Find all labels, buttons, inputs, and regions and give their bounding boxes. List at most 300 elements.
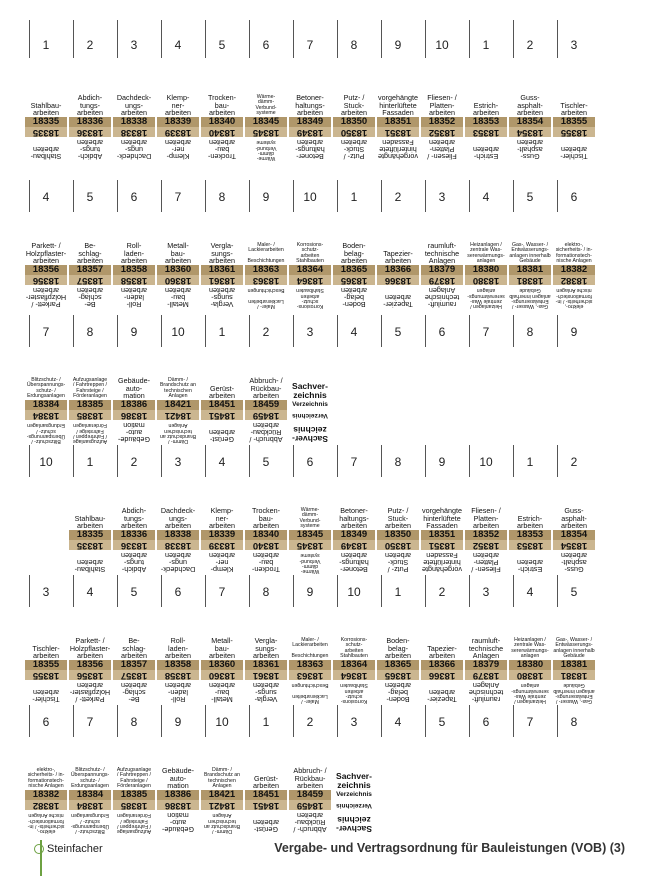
label-code: 18345 — [245, 117, 287, 127]
label-code: 18349 — [333, 530, 375, 540]
column-number: 8 — [350, 38, 358, 52]
label-title: elektro-, sicherheits- / in- formationstech- nische Anlagen — [27, 767, 65, 789]
label-title-mirrored: Estrich- arbeiten — [473, 144, 499, 161]
label-code: 18340 — [201, 127, 243, 137]
label-title-mirrored: Betoner- haltungs- arbeiten — [295, 137, 325, 161]
label-title-mirrored: Stahlbau- arbeiten — [30, 144, 62, 161]
label-code: 18365 — [333, 275, 375, 285]
label-code: 18380 — [465, 265, 507, 275]
label-code: 18381 — [509, 265, 551, 275]
column-number: 6 — [482, 715, 490, 729]
label-code: 18366 — [421, 670, 463, 680]
label-title-mirrored: Metall- bau- arbeiten — [165, 285, 191, 309]
column-number: 9 — [306, 585, 314, 599]
footer-title: Vergabe- und Vertragsordnung für Bauleistungen (VOB) (3) — [274, 841, 625, 855]
column-number: 3 — [482, 585, 490, 599]
label-code: Verzeichnis — [333, 790, 375, 800]
label-title: Maler- / Lackierarbeiten Beschichtungen — [247, 242, 285, 264]
label-code: 18360 — [201, 660, 243, 670]
column-number: 2 — [438, 585, 446, 599]
label-code: 18335 — [25, 117, 67, 127]
label-code: 18384 — [69, 800, 111, 810]
label-title: Stahlbau- arbeiten — [30, 100, 62, 117]
label-title-mirrored: Stahlbau- arbeiten — [74, 557, 106, 574]
label-title-mirrored: Blitzschutz- / Überspannungs- schutz- / Erdungsanlagen — [26, 422, 66, 444]
column-number: 10 — [435, 38, 449, 52]
label-title-mirrored: Sachver- zeichnis — [292, 425, 328, 444]
label-title: Gebäude- auto- mation — [118, 376, 150, 400]
label-code: 18350 — [377, 540, 419, 550]
label-title: Betoner- haltungs- arbeiten — [339, 506, 369, 530]
label-code: 18339 — [157, 117, 199, 127]
label-title: Metall- bau- arbeiten — [209, 636, 235, 660]
label-code: 18459 — [245, 410, 287, 420]
label-code: 18351 — [377, 117, 419, 127]
column-number: 4 — [394, 715, 402, 729]
label-code: 18349 — [289, 127, 331, 137]
label-code: 18366 — [377, 275, 419, 285]
label-title: Vergla- sungs- arbeiten — [209, 241, 235, 265]
label-title: Aufzugsanlage / Fahrtreppen / Fahrsteige / Förderanlagen — [72, 377, 108, 399]
label-code: 18350 — [333, 127, 375, 137]
label-code: 18338 — [157, 530, 199, 540]
label-title: Dachdeck- ungs- arbeiten — [160, 506, 196, 530]
label-title-mirrored: Tischler- arbeiten — [32, 687, 60, 704]
label-title: Stahlbau- arbeiten — [74, 513, 106, 530]
column-number: 2 — [86, 38, 94, 52]
label-title-mirrored: Dachdeck- ungs- arbeiten — [160, 550, 196, 574]
label-code: 18386 — [113, 400, 155, 410]
label-code: 18364 — [333, 670, 375, 680]
label-title-mirrored: Abdich- tungs- arbeiten — [121, 550, 147, 574]
column-number: 5 — [86, 190, 94, 204]
label-code: 18350 — [377, 530, 419, 540]
label-row — [27, 705, 606, 840]
column-number: 5 — [218, 38, 226, 52]
column-number: 5 — [438, 715, 446, 729]
label-code: 18382 — [553, 275, 595, 285]
label-title-mirrored: Dämm- / Brandschutz an technischen Anlagen — [159, 422, 197, 444]
label-code: 18357 — [69, 265, 111, 275]
label-code: 18335 — [25, 127, 67, 137]
label-code: 18459 — [289, 790, 331, 800]
label-code: 18451 — [201, 410, 243, 420]
label-title-mirrored: Wärme- dämm- Verbund- systeme — [299, 552, 321, 574]
column-number: 4 — [86, 585, 94, 599]
label-code: 18421 — [157, 400, 199, 410]
column-number: 6 — [130, 190, 138, 204]
label-code: 18421 — [201, 790, 243, 800]
label-row — [34, 575, 606, 710]
label-code: 18363 — [289, 670, 331, 680]
brand-logo-icon — [34, 844, 44, 854]
label-code: 18361 — [245, 660, 287, 670]
label-title-mirrored: Vergla- sungs- arbeiten — [209, 285, 235, 309]
label-title: Trocken- bau- arbeiten — [207, 93, 237, 117]
label-code: 18363 — [245, 265, 287, 275]
column-number: 2 — [394, 190, 402, 204]
label-code: 18350 — [333, 117, 375, 127]
label-title-mirrored: Roll- laden- arbeiten — [165, 680, 191, 704]
label-title: Putz- / Stuck- arbeiten — [341, 93, 367, 117]
label-title-mirrored: Gebäude- auto- mation — [162, 810, 194, 834]
label-title-mirrored: Abbruch- / Rückbau- arbeiten — [293, 810, 327, 834]
label-code: 18358 — [157, 670, 199, 680]
label-code: 18381 — [553, 670, 595, 680]
label-title: Abdich- tungs- arbeiten — [77, 93, 103, 117]
label-code: 18352 — [465, 530, 507, 540]
label-code: 18361 — [245, 670, 287, 680]
label-code: 18361 — [201, 265, 243, 275]
label-title-mirrored: vorgehängte hinterlüftete Fassaden — [378, 137, 418, 161]
label-code: 18380 — [509, 670, 551, 680]
label-title: Korrosions- schutz- arbeiten Stahlbauten — [296, 242, 324, 264]
label-code: 18384 — [69, 790, 111, 800]
label-code: 18356 — [25, 265, 67, 275]
label-title-mirrored: Maler- / Lackierarbeiten Beschichtungen — [247, 287, 285, 309]
label-title: Abbruch- / Rückbau- arbeiten — [293, 766, 327, 790]
column-number: 10 — [347, 585, 361, 599]
column-number: 1 — [86, 455, 94, 469]
label-title: raumluft- technische Anlagen — [424, 241, 460, 265]
label-title: Boden- belag- arbeiten — [341, 241, 367, 265]
label-title: Boden- belag- arbeiten — [385, 636, 411, 660]
column-number: 7 — [482, 325, 490, 339]
label-code: 18357 — [113, 660, 155, 670]
label-code: 18421 — [157, 410, 199, 420]
label-title: Vergla- sungs- arbeiten — [253, 636, 279, 660]
label-title: Dämm- / Brandschutz an technischen Anlagen — [159, 377, 197, 399]
label-title: Heizanlagen / zentrale Was- sererwärmungs- anlagen — [467, 242, 505, 264]
column-number: 7 — [42, 325, 50, 339]
column-number: 1 — [42, 38, 50, 52]
column-number: 4 — [350, 325, 358, 339]
label-title: Betoner- haltungs- arbeiten — [295, 93, 325, 117]
brand-name: Steinfacher — [47, 843, 103, 855]
column-number: 10 — [39, 455, 53, 469]
label-title-mirrored: Gerüst- arbeiten — [209, 427, 235, 444]
column-number: 5 — [394, 325, 402, 339]
label-code: 18336 — [113, 530, 155, 540]
label-code: 18351 — [377, 127, 419, 137]
label-title: Fliesen- / Platten- arbeiten — [427, 93, 457, 117]
column-number: 3 — [130, 38, 138, 52]
label-code: 18351 — [421, 530, 463, 540]
label-title-mirrored: Klemp- ner- arbeiten — [165, 137, 191, 161]
label-code: 18379 — [465, 660, 507, 670]
label-code: 18335 — [69, 530, 111, 540]
label-code: 18360 — [157, 265, 199, 275]
label-title-mirrored: Tischler- arbeiten — [560, 144, 588, 161]
column-number: 9 — [438, 455, 446, 469]
column-number: 9 — [570, 325, 578, 339]
label-row — [30, 20, 606, 161]
label-title-mirrored: Parkett- / Holzpflaster- arbeiten — [25, 285, 67, 309]
label-code: 18345 — [245, 127, 287, 137]
label-title-mirrored: Be- schlag- arbeiten — [77, 285, 103, 309]
column-number: 1 — [526, 455, 534, 469]
label-title-mirrored: vorgehängte hinterlüftete Fassaden — [422, 550, 462, 574]
label-title-mirrored: Boden- belag- arbeiten — [385, 680, 411, 704]
label-row — [26, 315, 606, 450]
label-code: 18355 — [553, 117, 595, 127]
label-title-mirrored: elektro-, sicherheits- / in- formationstech- nische Anlagen — [555, 287, 593, 309]
column-number: 3 — [570, 38, 578, 52]
column-number: 2 — [262, 325, 270, 339]
label-code: 18349 — [289, 117, 331, 127]
label-title: Tischler- arbeiten — [560, 100, 588, 117]
column-number: 8 — [262, 585, 270, 599]
label-code: 18357 — [113, 670, 155, 680]
label-title: Roll- laden- arbeiten — [121, 241, 147, 265]
label-title: Wärme- dämm- Verbund- systeme — [255, 94, 277, 116]
label-title: Fliesen- / Platten- arbeiten — [471, 506, 501, 530]
label-code: 18339 — [201, 540, 243, 550]
label-title-mirrored: raumluft- technische Anlagen — [424, 285, 460, 309]
label-code: 18339 — [201, 530, 243, 540]
label-title: Parkett- / Holzpflaster- arbeiten — [69, 636, 111, 660]
label-title-mirrored: Parkett- / Holzpflaster- arbeiten — [69, 680, 111, 704]
column-number: 8 — [570, 715, 578, 729]
column-number: 7 — [174, 190, 182, 204]
column-number: 10 — [303, 190, 317, 204]
label-title: Klemp- ner- arbeiten — [209, 506, 235, 530]
label-code: 18364 — [289, 265, 331, 275]
label-title: Klemp- ner- arbeiten — [165, 93, 191, 117]
label-title: Guss- asphalt- arbeiten — [517, 93, 543, 117]
label-code: 18379 — [421, 275, 463, 285]
column-number: 9 — [394, 38, 402, 52]
label-code: Verzeichnis — [333, 800, 375, 810]
label-code: 18384 — [25, 400, 67, 410]
column-number: 8 — [86, 325, 94, 339]
label-code: 18381 — [553, 660, 595, 670]
label-code: 18351 — [421, 540, 463, 550]
label-code: 18357 — [69, 275, 111, 285]
column-number: 3 — [350, 715, 358, 729]
label-code: 18353 — [509, 530, 551, 540]
label-code: 18349 — [333, 540, 375, 550]
label-code: 18365 — [333, 265, 375, 275]
label-title: raumluft- technische Anlagen — [468, 636, 504, 660]
label-code: 18340 — [245, 530, 287, 540]
column-number: 10 — [171, 325, 185, 339]
label-code: 18358 — [113, 265, 155, 275]
label-code: 18364 — [333, 660, 375, 670]
label-title-mirrored: Putz- / Stuck- arbeiten — [385, 550, 411, 574]
label-title: Tapezier- arbeiten — [427, 643, 457, 660]
label-code: 18459 — [289, 800, 331, 810]
label-title-mirrored: Dämm- / Brandschutz an technischen Anlagen — [203, 812, 241, 834]
column-number: 7 — [306, 38, 314, 52]
column-number: 8 — [526, 325, 534, 339]
label-code: 18352 — [421, 117, 463, 127]
label-code: 18379 — [421, 265, 463, 275]
label-code: 18355 — [553, 127, 595, 137]
label-code: 18353 — [509, 540, 551, 550]
label-title-mirrored: Fliesen- / Platten- arbeiten — [427, 137, 457, 161]
label-title-mirrored: Estrich- arbeiten — [517, 557, 543, 574]
label-code: 18379 — [465, 670, 507, 680]
brand-logo — [34, 843, 103, 855]
column-number: 3 — [42, 585, 50, 599]
label-title-mirrored: Guss- asphalt- arbeiten — [561, 550, 587, 574]
label-title: Putz- / Stuck- arbeiten — [385, 506, 411, 530]
label-title-mirrored: Maler- / Lackierarbeiten Beschichtungen — [291, 682, 329, 704]
label-code: 18365 — [377, 660, 419, 670]
label-code: 18459 — [245, 400, 287, 410]
column-number: 5 — [526, 190, 534, 204]
label-title: Abdich- tungs- arbeiten — [121, 506, 147, 530]
label-row — [34, 445, 606, 580]
label-title-mirrored: Trocken- bau- arbeiten — [207, 137, 237, 161]
label-title: Blitzschutz- / Überspannungs- schutz- / Erdungsanlagen — [26, 377, 66, 399]
column-number: 8 — [218, 190, 226, 204]
column-number: 1 — [482, 38, 490, 52]
label-code: 18363 — [289, 660, 331, 670]
label-title: Metall- bau- arbeiten — [165, 241, 191, 265]
label-code: 18355 — [25, 670, 67, 680]
label-title: Korrosions- schutz- arbeiten Stahlbauten — [340, 637, 368, 659]
column-number: 6 — [438, 325, 446, 339]
label-code: 18335 — [69, 540, 111, 550]
label-code: 18340 — [201, 117, 243, 127]
column-number: 4 — [526, 585, 534, 599]
label-title-mirrored: Klemp- ner- arbeiten — [209, 550, 235, 574]
label-title: Gas-, Wasser- / Entwässerungs- anlagen innerhalb Gebäude — [509, 242, 551, 264]
column-number: 3 — [174, 455, 182, 469]
label-title: Parkett- / Holzpflaster- arbeiten — [25, 241, 67, 265]
label-code: 18336 — [69, 117, 111, 127]
label-code: 18340 — [245, 540, 287, 550]
label-title: vorgehängte hinterlüftete Fassaden — [378, 93, 418, 117]
label-code: 18336 — [113, 540, 155, 550]
label-title-mirrored: Heizanlagen / zentrale Was- sererwärmungs- anlagen — [467, 287, 505, 309]
label-row — [25, 180, 606, 315]
label-title: Sachver- zeichnis — [292, 381, 328, 400]
label-code: 18345 — [289, 530, 331, 540]
label-title: Guss- asphalt- arbeiten — [561, 506, 587, 530]
label-code: 18381 — [509, 275, 551, 285]
label-title-mirrored: Betoner- haltungs- arbeiten — [339, 550, 369, 574]
label-code: 18385 — [69, 410, 111, 420]
label-title-mirrored: Heizanlagen / zentrale Was- sererwärmungs- anlagen — [511, 682, 549, 704]
column-number: 1 — [218, 325, 226, 339]
column-number: 2 — [306, 715, 314, 729]
label-title-mirrored: Gas-, Wasser- / Entwässerungs- anlagen innerhalb Gebäude — [509, 287, 551, 309]
column-number: 5 — [262, 455, 270, 469]
label-title: Estrich- arbeiten — [517, 513, 543, 530]
label-title: Heizanlagen / zentrale Was- sererwärmungs- anlagen — [511, 637, 549, 659]
label-code: 18361 — [201, 275, 243, 285]
label-code: 18356 — [69, 660, 111, 670]
label-title-mirrored: raumluft- technische Anlagen — [468, 680, 504, 704]
column-number: 2 — [526, 38, 534, 52]
label-code: 18353 — [465, 117, 507, 127]
label-code: Verzeichnis — [289, 400, 331, 410]
column-number: 7 — [86, 715, 94, 729]
label-title: Dämm- / Brandschutz an technischen Anlagen — [203, 767, 241, 789]
label-title: vorgehängte hinterlüftete Fassaden — [422, 506, 462, 530]
label-code: 18366 — [377, 265, 419, 275]
label-title-mirrored: Guss- asphalt- arbeiten — [517, 137, 543, 161]
label-code: 18380 — [509, 660, 551, 670]
label-code: 18353 — [465, 127, 507, 137]
label-code: 18352 — [421, 127, 463, 137]
label-code: 18358 — [113, 275, 155, 285]
label-code: 18336 — [69, 127, 111, 137]
label-code: 18356 — [69, 670, 111, 680]
column-number: 4 — [218, 455, 226, 469]
label-title-mirrored: Putz- / Stuck- arbeiten — [341, 137, 367, 161]
label-title-mirrored: Blitzschutz- / Überspannungs- schutz- / Erdungsanlagen — [70, 812, 110, 834]
column-number: 6 — [174, 585, 182, 599]
label-code: 18382 — [25, 790, 67, 800]
label-code: 18352 — [465, 540, 507, 550]
label-title: Dachdeck- ungs- arbeiten — [116, 93, 152, 117]
column-number: 2 — [570, 455, 578, 469]
label-code: 18386 — [157, 800, 199, 810]
label-code: 18354 — [553, 540, 595, 550]
label-title: Maler- / Lackierarbeiten Beschichtungen — [291, 637, 329, 659]
column-number: 6 — [262, 38, 270, 52]
label-title: Gerüst- arbeiten — [209, 383, 235, 400]
label-code: 18385 — [113, 800, 155, 810]
label-title-mirrored: Sachver- zeichnis — [336, 815, 372, 834]
column-number: 4 — [482, 190, 490, 204]
label-code: 18421 — [201, 800, 243, 810]
label-title-mirrored: Gerüst- arbeiten — [253, 817, 279, 834]
label-title-mirrored: Korrosions- schutz- arbeiten Stahlbauten — [340, 682, 368, 704]
label-title: Gerüst- arbeiten — [253, 773, 279, 790]
label-code: 18339 — [157, 127, 199, 137]
label-code: 18345 — [289, 540, 331, 550]
label-title: Aufzugsanlage / Fahrtreppen / Fahrsteige / Förderanlagen — [116, 767, 152, 789]
label-title-mirrored: Tapezier- arbeiten — [383, 292, 413, 309]
label-title: Be- schlag- arbeiten — [121, 636, 147, 660]
label-code: 18355 — [25, 660, 67, 670]
label-title: Blitzschutz- / Überspannungs- schutz- / Erdungsanlagen — [70, 767, 110, 789]
label-title: Wärme- dämm- Verbund- systeme — [299, 507, 321, 529]
column-number: 9 — [262, 190, 270, 204]
label-code: 18365 — [377, 670, 419, 680]
label-title-mirrored: elektro-, sicherheits- / in- formationstech- nische Anlagen — [27, 812, 65, 834]
label-code: 18382 — [25, 800, 67, 810]
column-number: 1 — [262, 715, 270, 729]
label-title: Sachver- zeichnis — [336, 771, 372, 790]
label-code: 18360 — [157, 275, 199, 285]
label-code: 18358 — [157, 660, 199, 670]
label-title-mirrored: Boden- belag- arbeiten — [341, 285, 367, 309]
column-number: 2 — [130, 455, 138, 469]
label-title: Tischler- arbeiten — [32, 643, 60, 660]
label-title: Tapezier- arbeiten — [383, 248, 413, 265]
label-title: Gas-, Wasser- / Entwässerungs- anlagen innerhalb Gebäude — [553, 637, 595, 659]
label-code: 18360 — [201, 670, 243, 680]
label-code: 18338 — [113, 127, 155, 137]
column-number: 10 — [215, 715, 229, 729]
label-code: 18451 — [245, 800, 287, 810]
label-code: 18356 — [25, 275, 67, 285]
column-number: 8 — [394, 455, 402, 469]
label-title-mirrored: Aufzugsanlage / Fahrtreppen / Fahrsteige / Förderanlagen — [116, 812, 152, 834]
column-number: 5 — [130, 585, 138, 599]
label-title-mirrored: Korrosions- schutz- arbeiten Stahlbauten — [296, 287, 324, 309]
column-number: 3 — [306, 325, 314, 339]
column-number: 5 — [570, 585, 578, 599]
label-title-mirrored: Aufzugsanlage / Fahrtreppen / Fahrsteige / Förderanlagen — [72, 422, 108, 444]
label-title-mirrored: Trocken- bau- arbeiten — [251, 550, 281, 574]
